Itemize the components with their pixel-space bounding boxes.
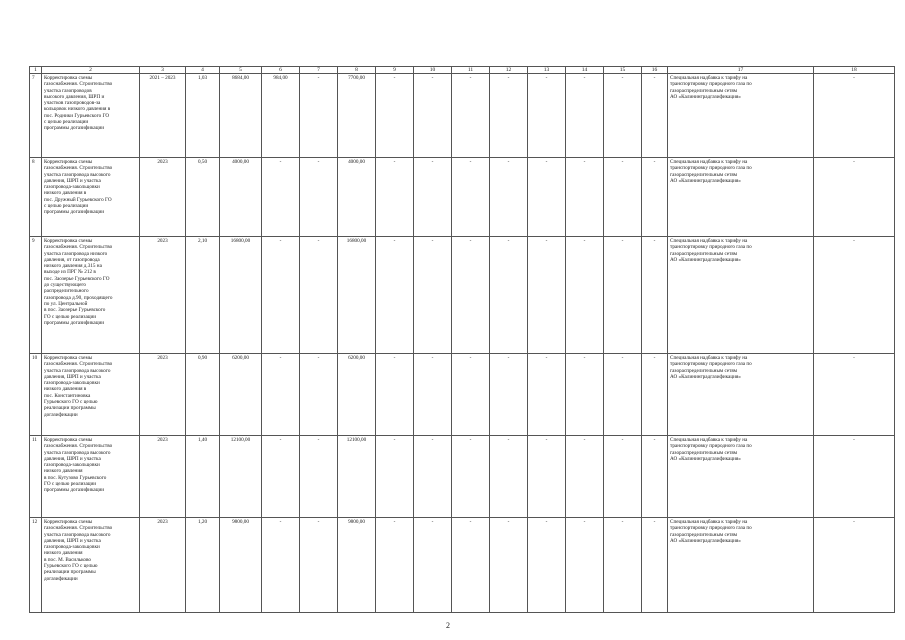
cell-c6: -	[262, 158, 300, 237]
cell-c14: -	[566, 158, 604, 237]
cell-c7: -	[300, 158, 338, 237]
header-cell-2: 2	[42, 67, 140, 74]
cell-c11: -	[452, 237, 490, 354]
cell-c11: -	[452, 158, 490, 237]
cell-c7: -	[300, 354, 338, 436]
cell-c9: -	[376, 237, 414, 354]
cell-years: 2023	[140, 436, 186, 518]
cell-c16: -	[642, 518, 668, 613]
header-cell-10: 10	[414, 67, 452, 74]
cell-c16: -	[642, 237, 668, 354]
cell-c10: -	[414, 436, 452, 518]
investment-table	[29, 66, 895, 613]
cell-c13: -	[528, 74, 566, 158]
cell-c11: -	[452, 74, 490, 158]
cell-years: 2023	[140, 354, 186, 436]
cell-c7: -	[300, 237, 338, 354]
header-cell-5: 5	[220, 67, 262, 74]
cell-c9: -	[376, 74, 414, 158]
cell-c14: -	[566, 74, 604, 158]
cell-years: 2023	[140, 158, 186, 237]
cell-c18: -	[814, 518, 895, 613]
cell-total: 4000,00	[220, 158, 262, 237]
cell-years: 2023	[140, 518, 186, 613]
cell-c18: -	[814, 436, 895, 518]
cell-c15: -	[604, 237, 642, 354]
cell-c14: -	[566, 518, 604, 613]
header-cell-4: 4	[186, 67, 220, 74]
cell-c12: -	[490, 436, 528, 518]
cell-c13: -	[528, 518, 566, 613]
page-number: 2	[446, 621, 450, 630]
cell-c15: -	[604, 354, 642, 436]
cell-c16: -	[642, 158, 668, 237]
cell-c12: -	[490, 158, 528, 237]
cell-num: 8	[30, 158, 42, 237]
cell-c13: -	[528, 158, 566, 237]
cell-c6: -	[262, 237, 300, 354]
cell-name: Корректировка схемы газоснабжения. Строительство участка газопроводов высокого давления, ШРП и участков газопроводов-за кольцовок низкого давления в пос. Родники Гурьевского ГО с целью реализации программы догазификации	[42, 74, 140, 158]
cell-c8: 9800,00	[338, 518, 376, 613]
cell-length: 1,20	[186, 518, 220, 613]
header-cell-15: 15	[604, 67, 642, 74]
cell-length: 2,10	[186, 237, 220, 354]
cell-c9: -	[376, 436, 414, 518]
cell-c14: -	[566, 436, 604, 518]
table-row	[30, 74, 895, 158]
cell-c6: -	[262, 354, 300, 436]
cell-num: 12	[30, 518, 42, 613]
cell-length: 1,03	[186, 74, 220, 158]
cell-c11: -	[452, 354, 490, 436]
cell-c7: -	[300, 74, 338, 158]
cell-c10: -	[414, 354, 452, 436]
table-body	[30, 67, 895, 613]
cell-total: 16800,00	[220, 237, 262, 354]
cell-name: Корректировка схемы газоснабжения. Строительство участка газопровода высокого давления, ШРП и участка газопровода-закольцовки низкого давления в пос. Константиновка Гурьевского ГО с целью реализации программы догазификации	[42, 354, 140, 436]
cell-name: Корректировка схемы газоснабжения. Строительство участка газопровода высокого давления, ШРП и участка газопровода-закольцовки низкого давления в пос. Кутузово Гурьевского ГО с целью реализации программы догазификации	[42, 436, 140, 518]
cell-c9: -	[376, 354, 414, 436]
header-cell-1: 1	[30, 67, 42, 74]
cell-c12: -	[490, 74, 528, 158]
cell-c12: -	[490, 237, 528, 354]
cell-length: 1,40	[186, 436, 220, 518]
cell-c7: -	[300, 436, 338, 518]
header-cell-16: 16	[642, 67, 668, 74]
cell-num: 10	[30, 354, 42, 436]
cell-source: Специальная надбавка к тарифу на транспортировку природного газа по газораспределительным сетям АО «Калининградгазификация»	[668, 436, 814, 518]
cell-name: Корректировка схемы газоснабжения. Строительство участка газопровода высокого давления, ШРП и участка газопровода-закольцовки низкого давления в пос. Дружный Гурьевского ГО с целью реализации программы догазификации	[42, 158, 140, 237]
header-cell-3: 3	[140, 67, 186, 74]
cell-c12: -	[490, 354, 528, 436]
cell-c14: -	[566, 237, 604, 354]
cell-years: 2023	[140, 237, 186, 354]
cell-c12: -	[490, 518, 528, 613]
cell-c8: 12100,00	[338, 436, 376, 518]
cell-length: 0,50	[186, 158, 220, 237]
cell-c9: -	[376, 518, 414, 613]
cell-c18: -	[814, 74, 895, 158]
cell-total: 8684,00	[220, 74, 262, 158]
cell-source: Специальная надбавка к тарифу на транспортировку природного газа по газораспределительным сетям АО «Калининградгазификация»	[668, 74, 814, 158]
cell-c6: -	[262, 518, 300, 613]
header-cell-8: 8	[338, 67, 376, 74]
cell-c18: -	[814, 354, 895, 436]
cell-total: 9800,00	[220, 518, 262, 613]
cell-c8: 16800,00	[338, 237, 376, 354]
column-number-header	[30, 67, 895, 74]
header-cell-14: 14	[566, 67, 604, 74]
cell-c10: -	[414, 74, 452, 158]
cell-c7: -	[300, 518, 338, 613]
cell-c15: -	[604, 158, 642, 237]
table-row	[30, 158, 895, 237]
table-row	[30, 518, 895, 613]
cell-total: 12100,00	[220, 436, 262, 518]
cell-years: 2021 – 2023	[140, 74, 186, 158]
cell-c15: -	[604, 74, 642, 158]
cell-source: Специальная надбавка к тарифу на транспортировку природного газа по газораспределительным сетям АО «Калининградгазификация»	[668, 158, 814, 237]
cell-c13: -	[528, 354, 566, 436]
cell-c14: -	[566, 354, 604, 436]
cell-c10: -	[414, 158, 452, 237]
cell-name: Корректировка схемы газоснабжения. Строительство участка газопровода низкого давления, от газопровода низкого давления д.315 на выходе из ПРГ № 212 в пос. Заозерье Гурьевского ГО до существующего распределительного газопровода д.90, проходящего по ул. Центральной в пос. Заозерье Гурьевского ГО с целью реализации программы догазификации	[42, 237, 140, 354]
cell-num: 11	[30, 436, 42, 518]
cell-c18: -	[814, 158, 895, 237]
cell-c16: -	[642, 436, 668, 518]
cell-c8: 6200,00	[338, 354, 376, 436]
header-cell-7: 7	[300, 67, 338, 74]
cell-source: Специальная надбавка к тарифу на транспортировку природного газа по газораспределительным сетям АО «Калининградгазификация»	[668, 354, 814, 436]
header-cell-11: 11	[452, 67, 490, 74]
cell-c16: -	[642, 74, 668, 158]
header-cell-18: 18	[814, 67, 895, 74]
cell-c15: -	[604, 518, 642, 613]
cell-source: Специальная надбавка к тарифу на транспортировку природного газа по газораспределительным сетям АО «Калининградгазификация»	[668, 237, 814, 354]
cell-c13: -	[528, 436, 566, 518]
cell-c8: 7700,00	[338, 74, 376, 158]
header-cell-9: 9	[376, 67, 414, 74]
table-row	[30, 354, 895, 436]
cell-c13: -	[528, 237, 566, 354]
cell-c8: 4000,00	[338, 158, 376, 237]
table-row	[30, 237, 895, 354]
header-cell-13: 13	[528, 67, 566, 74]
cell-name: Корректировка схемы газоснабжения. Строительство участка газопровода высокого давления, ШРП и участка газопровода-закольцовки низкого давления в пос. М. Васильково Гурьевского ГО с целью реализации программы догазификации	[42, 518, 140, 613]
cell-c16: -	[642, 354, 668, 436]
cell-c6: 984,00	[262, 74, 300, 158]
cell-length: 0,90	[186, 354, 220, 436]
cell-num: 7	[30, 74, 42, 158]
cell-num: 9	[30, 237, 42, 354]
cell-total: 6200,00	[220, 354, 262, 436]
cell-c18: -	[814, 237, 895, 354]
cell-c10: -	[414, 518, 452, 613]
header-cell-12: 12	[490, 67, 528, 74]
cell-c10: -	[414, 237, 452, 354]
cell-source: Специальная надбавка к тарифу на транспортировку природного газа по газораспределительным сетям АО «Калининградгазификация»	[668, 518, 814, 613]
header-cell-17: 17	[668, 67, 814, 74]
header-cell-6: 6	[262, 67, 300, 74]
cell-c9: -	[376, 158, 414, 237]
cell-c11: -	[452, 436, 490, 518]
cell-c6: -	[262, 436, 300, 518]
cell-c11: -	[452, 518, 490, 613]
cell-c15: -	[604, 436, 642, 518]
table-row	[30, 436, 895, 518]
